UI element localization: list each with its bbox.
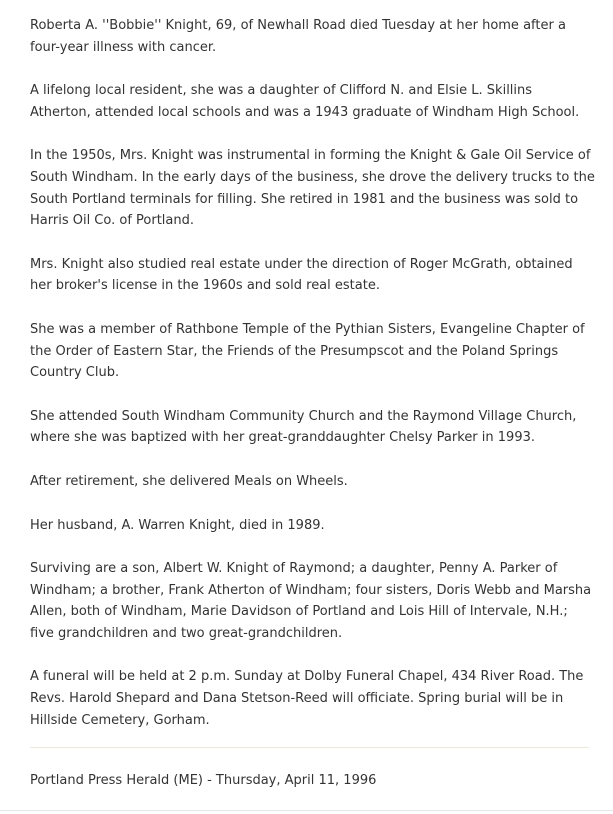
obituary-paragraph: After retirement, she delivered Meals on Wheels. <box>30 473 348 489</box>
obituary-paragraph: Mrs. Knight also studied real estate under the direction of Roger McGrath, obtained her broker's license in the 1960s and sold real estate. <box>30 256 573 294</box>
obituary-paragraph: She attended South Windham Community Church and the Raymond Village Church, where she was baptized with her great-granddaughter Chelsy Parker in 1993. <box>30 408 577 446</box>
obituary-body <box>30 15 595 753</box>
bottom-border <box>0 810 613 811</box>
obituary-paragraph: Roberta A. ''Bobbie'' Knight, 69, of Newhall Road died Tuesday at her home after a four-year illness with cancer. <box>30 18 566 55</box>
obituary-paragraph: Surviving are a son, Albert W. Knight of Raymond; a daughter, Penny A. Parker of Windham; a brother, Frank Atherton of Windham; four sisters, Doris Webb and Marsha Allen, both of Windham, Marie Davidson of Portland and Lois Hill of Intervale, N.H.; five grandchildren and two great-grandchildren. <box>30 561 592 641</box>
obituary-paragraph: She was a member of Rathbone Temple of the Pythian Sisters, Evangeline Chapter of the Order of Eastern Star, the Friends of the Presumpscot and the Poland Springs Country Club. <box>30 321 585 381</box>
obituary-paragraph: A funeral will be held at 2 p.m. Sunday at Dolby Funeral Chapel, 434 River Road. The Revs. Harold Shepard and Dana Stetson-Reed will officiate. Spring burial will be in Hillside Cemetery, Gorham. <box>30 669 584 728</box>
publication-source: Portland Press Herald (ME) - Thursday, April 11, 1996 <box>30 773 377 788</box>
source-divider <box>30 747 589 748</box>
obituary-paragraph: A lifelong local resident, she was a daughter of Clifford N. and Elsie L. Skillins Atherton, attended local schools and was a 1943 graduate of Windham High School. <box>30 83 580 120</box>
obituary-paragraph: Her husband, A. Warren Knight, died in 1989. <box>30 517 325 533</box>
obituary-paragraph: In the 1950s, Mrs. Knight was instrumental in forming the Knight & Gale Oil Service of South Windham. In the early days of the business, she drove the delivery trucks to the South Portland terminals for filling. She retired in 1981 and the business was sold to Harris Oil Co. of Portland. <box>30 148 595 229</box>
